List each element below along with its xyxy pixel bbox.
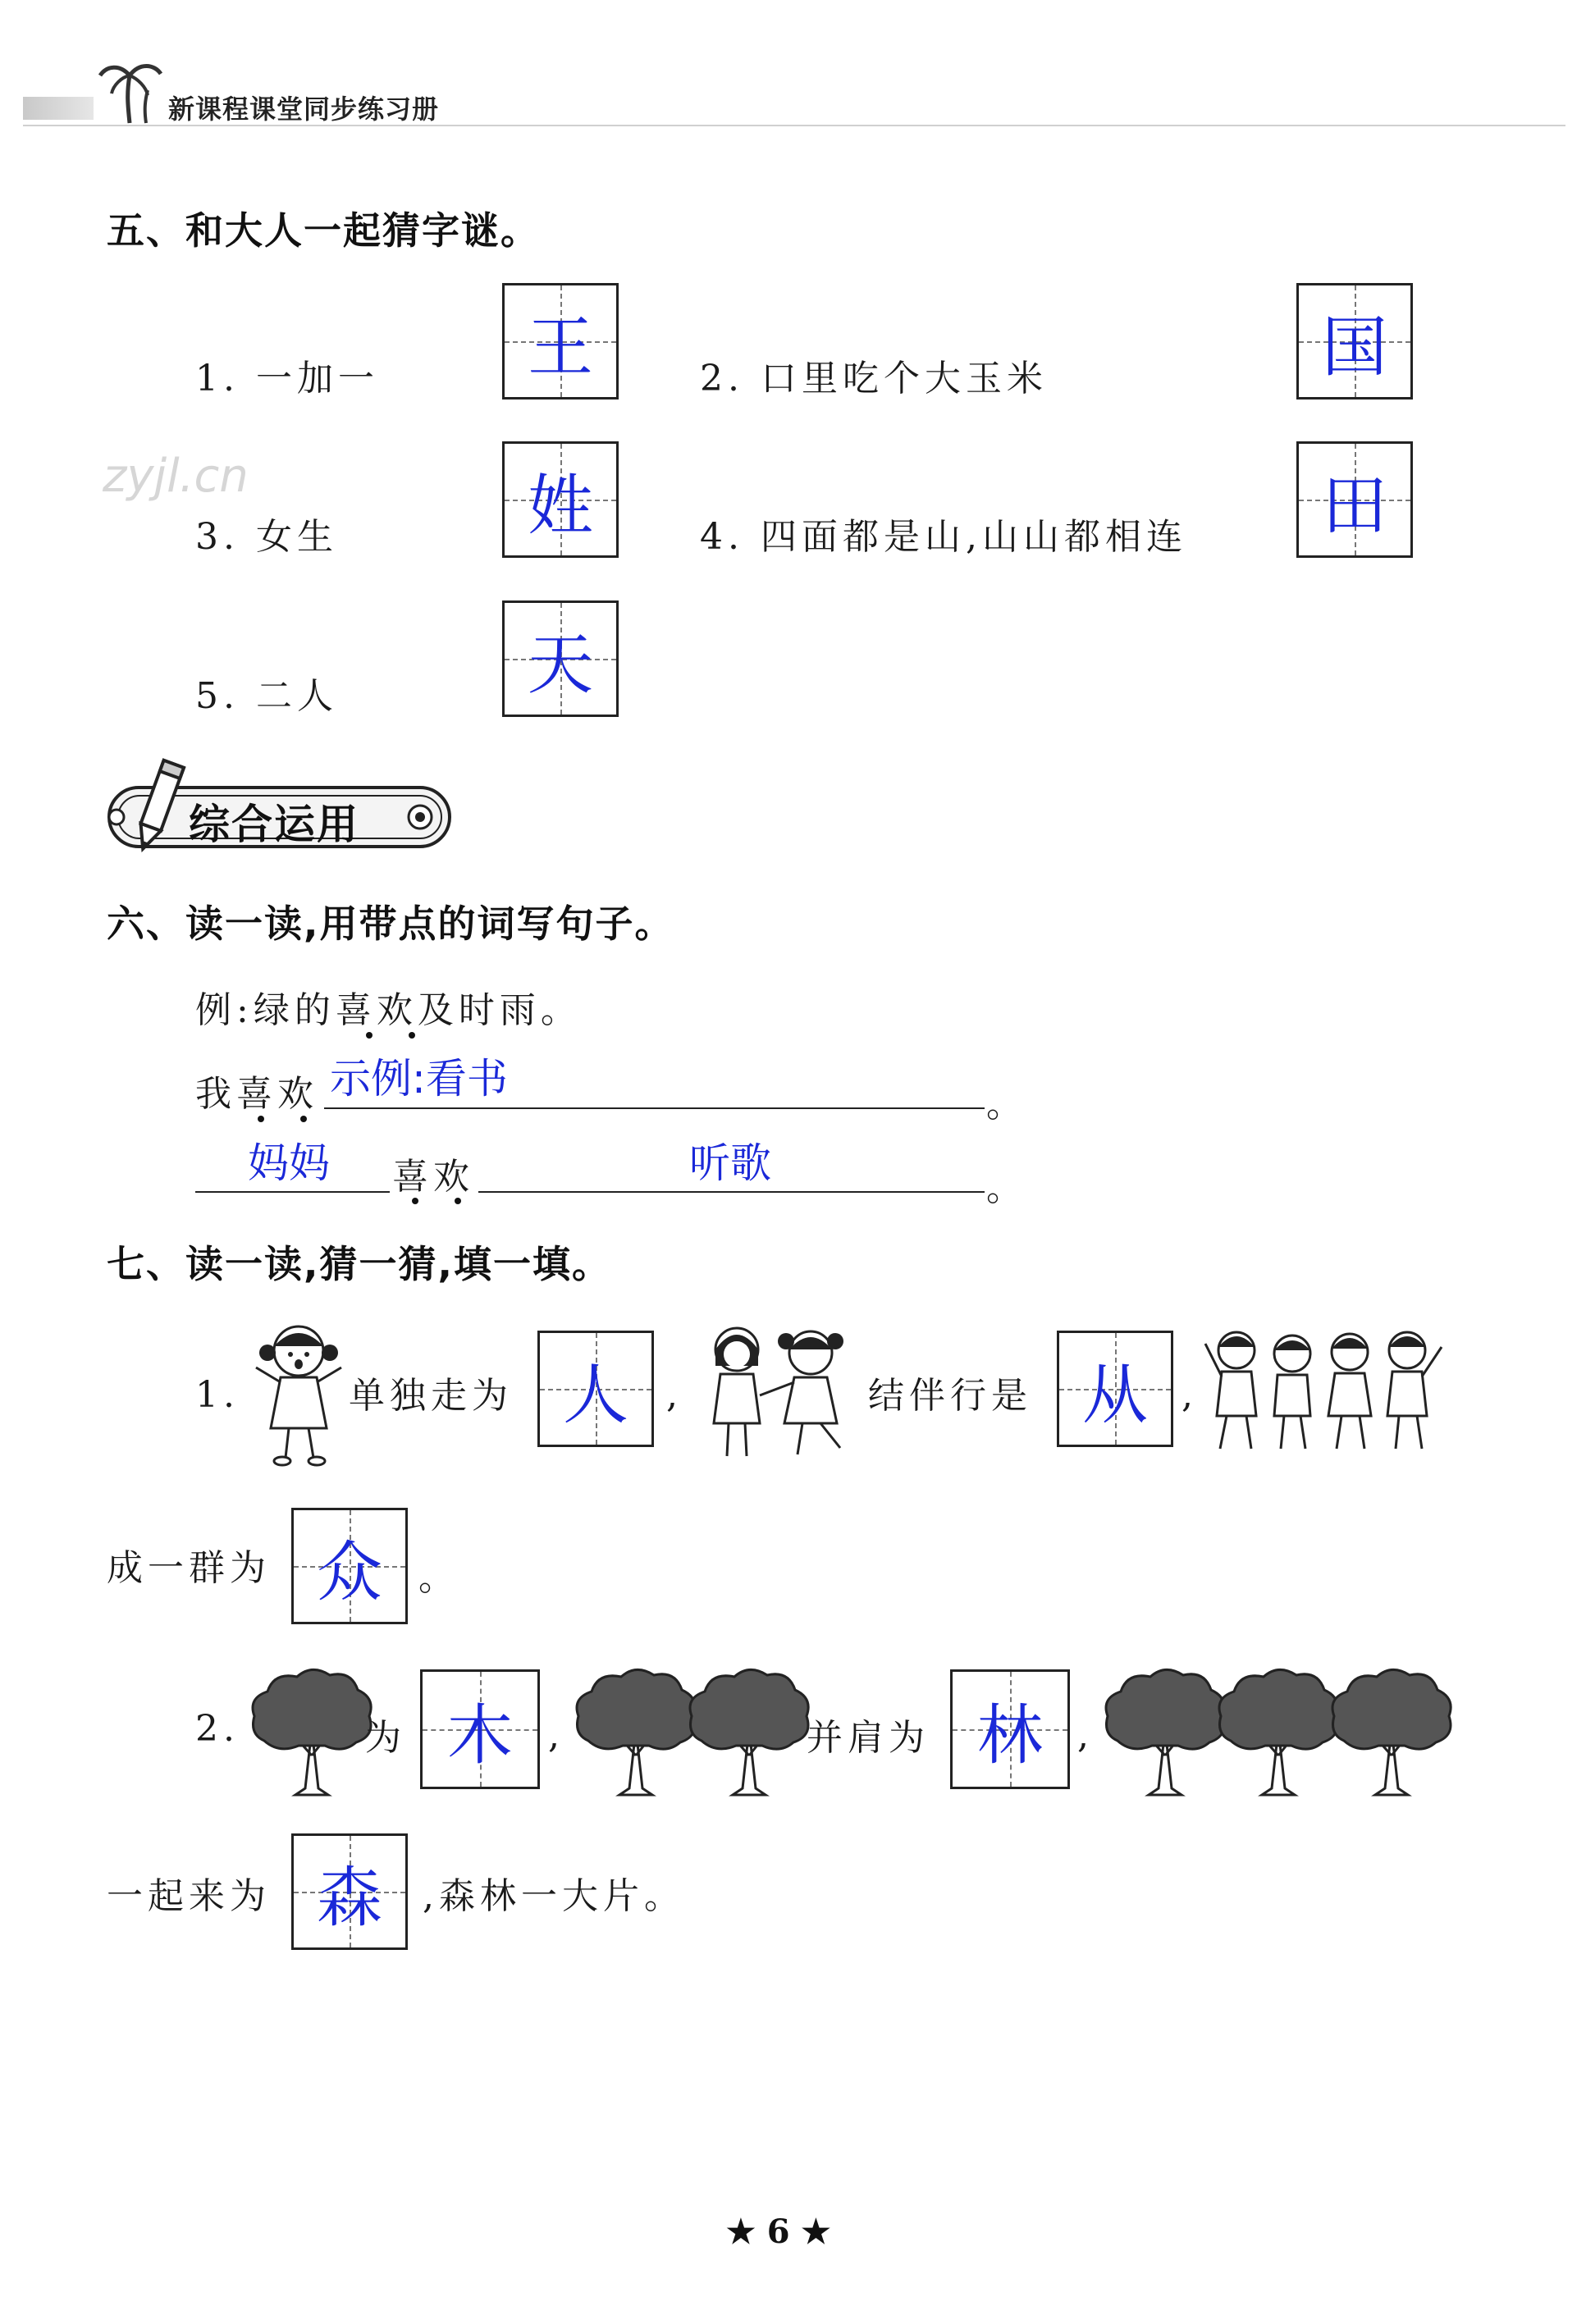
period: 。 [418, 1557, 459, 1599]
riddle-2-answer: 国 [1322, 308, 1387, 386]
section5-heading: 五、和大人一起猜字谜。 [107, 208, 540, 253]
q2-number: 2. [195, 1708, 240, 1750]
emphasis-dot [409, 1032, 415, 1039]
comma: , [1182, 1374, 1198, 1416]
q2-answer-c-box[interactable] [291, 1833, 408, 1950]
tree-icon [1213, 1665, 1344, 1798]
tree-icon [570, 1665, 702, 1798]
q1-answer-c-box[interactable] [291, 1508, 408, 1624]
tree-icon [683, 1665, 815, 1798]
riddle-3-answer: 姓 [528, 467, 593, 544]
riddle-4-answer-box[interactable] [1296, 441, 1413, 558]
comma: , [548, 1714, 564, 1756]
banner-label: 综合运用 [189, 801, 359, 848]
palm-tree-icon [97, 57, 162, 126]
emphasis-dot [258, 1116, 264, 1122]
watermark: zyjl.cn [103, 450, 249, 503]
line2-blank-b[interactable] [478, 1191, 985, 1193]
header-title: 新课程课堂同步练习册 [168, 94, 440, 125]
line1-answer: 示例:看书 [330, 1055, 508, 1103]
emphasis-dot [412, 1198, 418, 1204]
q2-text-d: ,森林一大片。 [423, 1875, 685, 1917]
line1-prefix: 我喜欢 [195, 1073, 318, 1115]
q1-answer-c: 众 [317, 1533, 382, 1610]
q2-answer-a: 木 [447, 1696, 513, 1774]
line1-blank[interactable] [324, 1107, 985, 1109]
q1-answer-a: 人 [563, 1356, 628, 1433]
q2-text-b: 并肩为 [807, 1717, 930, 1759]
comma: , [1077, 1714, 1094, 1756]
q1-number: 1. [195, 1374, 240, 1416]
q1-text-b: 结伴行是 [868, 1375, 1032, 1417]
pencil-icon [121, 753, 195, 860]
q1-text-c: 成一群为 [107, 1547, 271, 1589]
q2-answer-b: 林 [977, 1696, 1043, 1774]
two-children-illustration [696, 1317, 860, 1468]
riddle-3-label: 3. 女生 [195, 516, 338, 558]
q1-text-a: 单独走为 [349, 1375, 513, 1417]
emphasis-dot [366, 1032, 373, 1039]
page-number: ★ 6 ★ [726, 2212, 831, 2251]
line2-answer-a: 妈妈 [248, 1139, 330, 1187]
line2-blank-a[interactable] [195, 1191, 390, 1193]
line2-answer-b: 听歌 [689, 1139, 771, 1187]
single-child-illustration [248, 1317, 350, 1468]
tree-icon [246, 1665, 377, 1798]
q2-text-a: 为 [365, 1717, 406, 1759]
example-sentence: 例:绿的喜欢及时雨。 [195, 989, 582, 1031]
q2-text-c: 一起来为 [107, 1875, 271, 1917]
tree-icon [1099, 1665, 1231, 1798]
line2-period: 。 [986, 1167, 1027, 1209]
q1-answer-b-box[interactable] [1057, 1331, 1173, 1447]
riddle-4-answer: 田 [1322, 467, 1387, 544]
riddle-4-label: 4. 四面都是山,山山都相连 [700, 516, 1187, 558]
riddle-1-label: 1. 一加一 [195, 358, 379, 400]
emphasis-dot [455, 1198, 461, 1204]
riddle-2-label: 2. 口里吃个大玉米 [700, 358, 1048, 400]
q2-answer-b-box[interactable] [950, 1669, 1070, 1789]
line2-middle: 喜欢 [392, 1156, 474, 1198]
riddle-2-answer-box[interactable] [1296, 283, 1413, 400]
q1-answer-a-box[interactable] [537, 1331, 654, 1447]
section7-heading: 七、读一读,猜一猜,填一填。 [107, 1242, 611, 1286]
line1-period: 。 [986, 1084, 1027, 1125]
riddle-5-answer: 天 [528, 626, 593, 703]
q2-answer-a-box[interactable] [420, 1669, 540, 1789]
q1-answer-b: 从 [1082, 1356, 1148, 1433]
q2-answer-c: 森 [317, 1859, 382, 1936]
riddle-3-answer-box[interactable] [502, 441, 619, 558]
section6-heading: 六、读一读,用带点的词写句子。 [107, 902, 674, 946]
tree-icon [1326, 1665, 1457, 1798]
riddle-5-answer-box[interactable] [502, 600, 619, 717]
comma: , [666, 1374, 683, 1416]
riddle-5-label: 5. 二人 [195, 675, 338, 717]
header-divider [23, 125, 1565, 126]
riddle-1-answer-box[interactable] [502, 283, 619, 400]
group-of-children-illustration [1202, 1319, 1448, 1463]
emphasis-dot [300, 1116, 307, 1122]
riddle-1-answer: 王 [528, 308, 593, 386]
header-decoration-bar [23, 97, 94, 120]
